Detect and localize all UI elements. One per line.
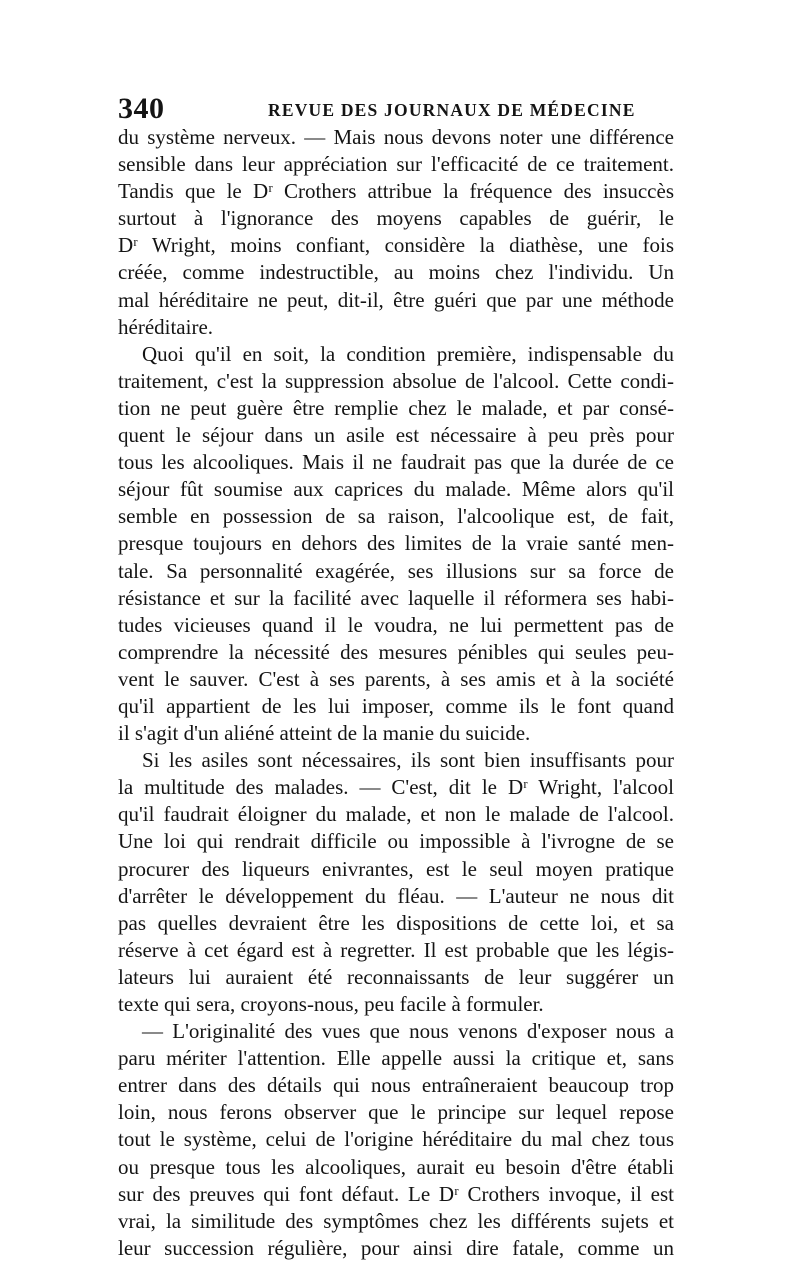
text-line: d'arrêter le développement du fléau. — L'auteur ne nous dit [118,883,674,908]
text-line: semble en possession de sa raison, l'alcoolique est, de fait, [118,504,674,529]
text-line: surtout à l'ignorance des moyens capables de guérir, le [118,206,674,231]
text-line: texte qui sera, croyons-nous, peu facile à formuler. [118,992,544,1016]
text-line: vent le sauver. C'est à ses parents, à ses amis et à la société [118,666,674,691]
text-line: créée, comme indestructible, au moins chez l'individu. Un [118,260,674,285]
text-line: Si les asiles sont nécessaires, ils sont bien insuffisants pour [142,748,674,773]
text-line: leur succession régulière, pour ainsi dire fatale, comme un [118,1235,674,1260]
text-line: tion ne peut guère être remplie chez le malade, et par consé- [118,395,674,420]
text-line: Tandis que le Dʳ Crothers attribue la fréquence des insuccès [118,179,674,204]
text-line: du système nerveux. — Mais nous devons noter une différence [118,125,674,149]
text-line: loin, nous ferons observer que le principe sur lequel repose [118,1100,674,1125]
page-header [118,92,678,126]
text-line: ou presque tous les alcooliques, aurait eu besoin d'être établi [118,1154,674,1179]
text-line: Une loi qui rendrait difficile ou impossible à l'ivrogne de se [118,829,674,854]
text-line: qu'il faudrait éloigner du malade, et non le malade de l'alcool. [118,802,674,827]
text-line: tous les alcooliques. Mais il ne faudrait pas que la durée de ce [118,450,674,475]
text-line: traitement, c'est la suppression absolue de l'alcool. Cette condi- [118,368,674,393]
text-line: qu'il appartient de les lui imposer, comme ils le font quand [118,693,674,718]
text-line: tout le système, celui de l'origine héréditaire du mal chez tous [118,1127,674,1152]
text-line: mal héréditaire ne peut, dit-il, être guéri que par une méthode [118,287,674,312]
text-line: sensible dans leur appréciation sur l'efficacité de ce traitement. [118,152,674,177]
text-line: quent le séjour dans un asile est nécessaire à peu près pour [118,423,674,448]
text-line: il s'agit d'un aliéné atteint de la manie du suicide. [118,721,531,746]
text-line: comprendre la nécessité des mesures pénibles qui seules peu- [118,639,674,664]
text-line: pas quelles devraient être les dispositions de cette loi, et sa [118,910,674,935]
text-line: tale. Sa personnalité exagérée, ses illusions sur sa force de [118,558,674,583]
text-line: Dʳ Wright, moins confiant, considère la diathèse, une fois [118,233,674,258]
page-number: 340 [118,92,165,125]
body-text [118,124,674,1262]
running-title: REVUE DES JOURNAUX DE MÉDECINE [268,100,636,120]
text-line: Quoi qu'il en soit, la condition première, indispensable du [142,341,674,366]
text-line: entrer dans des détails qui nous entraîneraient beaucoup trop [118,1073,674,1098]
text-line: — L'originalité des vues que nous venons d'exposer nous a [142,1019,674,1044]
text-line: tudes vicieuses quand il le voudra, ne lui permettent pas de [118,612,674,637]
text-line: vrai, la similitude des symptômes chez les différents sujets et [118,1208,674,1233]
text-line: séjour fût soumise aux caprices du malade. Même alors qu'il [118,477,674,502]
text-line: lateurs lui auraient été reconnaissants de leur suggérer un [118,964,674,989]
text-line: héréditaire. [118,314,214,339]
text-line: presque toujours en dehors des limites de la vraie santé men- [118,531,674,556]
text-line: procurer des liqueurs enivrantes, est le seul moyen pratique [118,856,674,881]
text-line: la multitude des malades. — C'est, dit le Dʳ Wright, l'alcool [118,775,674,800]
text-line: sur des preuves qui font défaut. Le Dʳ Crothers invoque, il est [118,1181,674,1206]
text-line: résistance et sur la facilité avec laquelle il réformera ses habi- [118,585,674,610]
text-line: paru mériter l'attention. Elle appelle aussi la critique et, sans [118,1046,674,1071]
text-line: réserve à cet égard est à regretter. Il est probable que les légis- [118,937,674,962]
